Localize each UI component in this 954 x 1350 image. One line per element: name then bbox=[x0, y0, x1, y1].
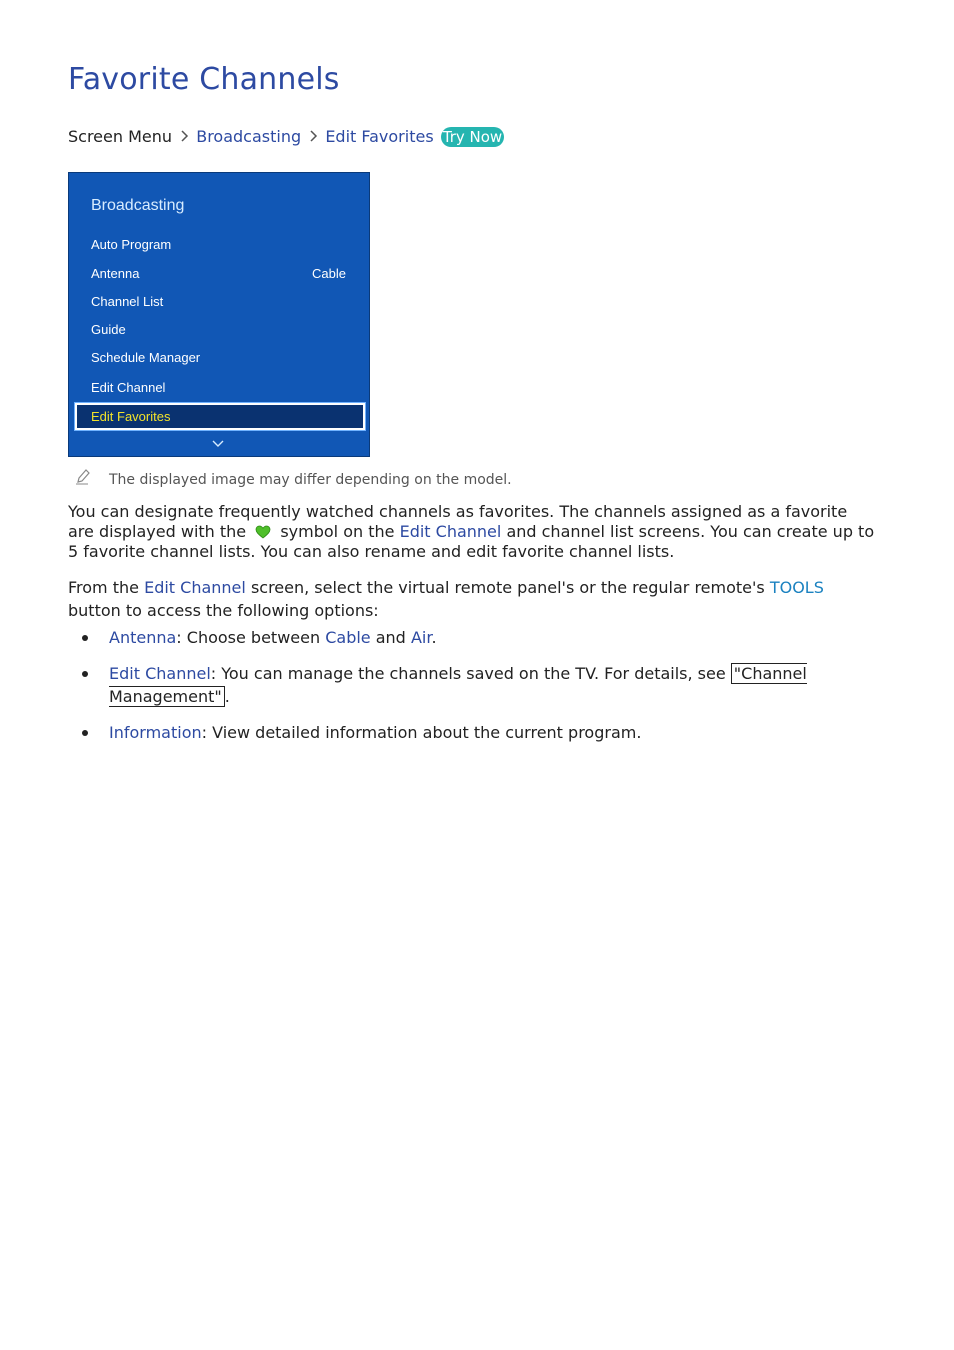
option-cable: Cable bbox=[325, 628, 371, 647]
tv-menu-item-guide: Guide bbox=[91, 322, 126, 337]
term-edit-channel: Edit Channel bbox=[109, 664, 211, 683]
term-antenna: Antenna bbox=[109, 628, 177, 647]
try-now-button[interactable]: Try Now bbox=[442, 128, 503, 146]
chevron-down-icon bbox=[212, 435, 220, 443]
tv-menu-item-antenna: Antenna bbox=[91, 266, 140, 281]
text: . bbox=[431, 628, 437, 647]
chevron-right-icon bbox=[306, 127, 320, 146]
tv-menu-item-schedule-manager: Schedule Manager bbox=[91, 350, 201, 365]
tv-menu-item-edit-favorites-selected bbox=[75, 403, 365, 430]
breadcrumb-root: Screen Menu bbox=[68, 127, 173, 146]
breadcrumb bbox=[68, 127, 504, 147]
text: and bbox=[375, 628, 406, 647]
bullet-dot bbox=[82, 730, 88, 736]
bullet-dot bbox=[82, 635, 88, 641]
tv-menu-item-channel-list: Channel List bbox=[91, 294, 164, 309]
term-information: Information bbox=[109, 723, 202, 742]
text: screen, select the virtual remote panel's or the regular remote's bbox=[250, 578, 765, 597]
pencil-icon bbox=[74, 468, 92, 486]
option-air: Air bbox=[410, 628, 432, 647]
text: button to access the following options: bbox=[68, 601, 379, 620]
page-title: Favorite Channels bbox=[68, 62, 340, 97]
text: : You can manage the channels saved on the TV. For details, see bbox=[210, 664, 726, 683]
text: From the bbox=[68, 578, 139, 597]
tv-menu-title: Broadcasting bbox=[91, 197, 185, 214]
chevron-right-icon bbox=[177, 127, 191, 146]
paragraph-tools-access bbox=[68, 576, 878, 622]
text: You can designate frequently watched channels as favorites. The channels assigned as a favorite are displayed with the bbox=[68, 502, 848, 541]
tv-menu-screenshot bbox=[68, 172, 370, 457]
tv-menu-item-edit-channel: Edit Channel bbox=[91, 380, 166, 395]
text: : Choose between bbox=[176, 628, 321, 647]
edit-channel-link[interactable]: Edit Channel bbox=[144, 578, 246, 597]
bullet-dot bbox=[82, 671, 88, 677]
edit-channel-link[interactable]: Edit Channel bbox=[399, 522, 502, 541]
channel-management-link[interactable]: "Channel Management" bbox=[109, 664, 807, 706]
text: : View detailed information about the current program. bbox=[201, 723, 642, 742]
tv-menu-item-auto-program: Auto Program bbox=[91, 237, 172, 252]
breadcrumb-edit-favorites[interactable]: Edit Favorites bbox=[325, 127, 434, 146]
tools-button-label: TOOLS bbox=[769, 578, 824, 597]
note-text: The displayed image may differ depending on the model. bbox=[109, 472, 512, 488]
tv-menu-item-antenna-value: Cable bbox=[312, 266, 346, 281]
text: . bbox=[224, 687, 230, 706]
text: and channel list screens. You can create up to 5 favorite channel lists. You can also rename and edit favorite channel lists. bbox=[68, 522, 875, 561]
breadcrumb-broadcasting[interactable]: Broadcasting bbox=[196, 127, 302, 146]
text: symbol on the bbox=[280, 522, 395, 541]
green-heart-icon bbox=[255, 524, 271, 538]
tv-menu-selected-label: Edit Favorites bbox=[91, 409, 171, 424]
paragraph-favorites-intro bbox=[68, 502, 878, 562]
